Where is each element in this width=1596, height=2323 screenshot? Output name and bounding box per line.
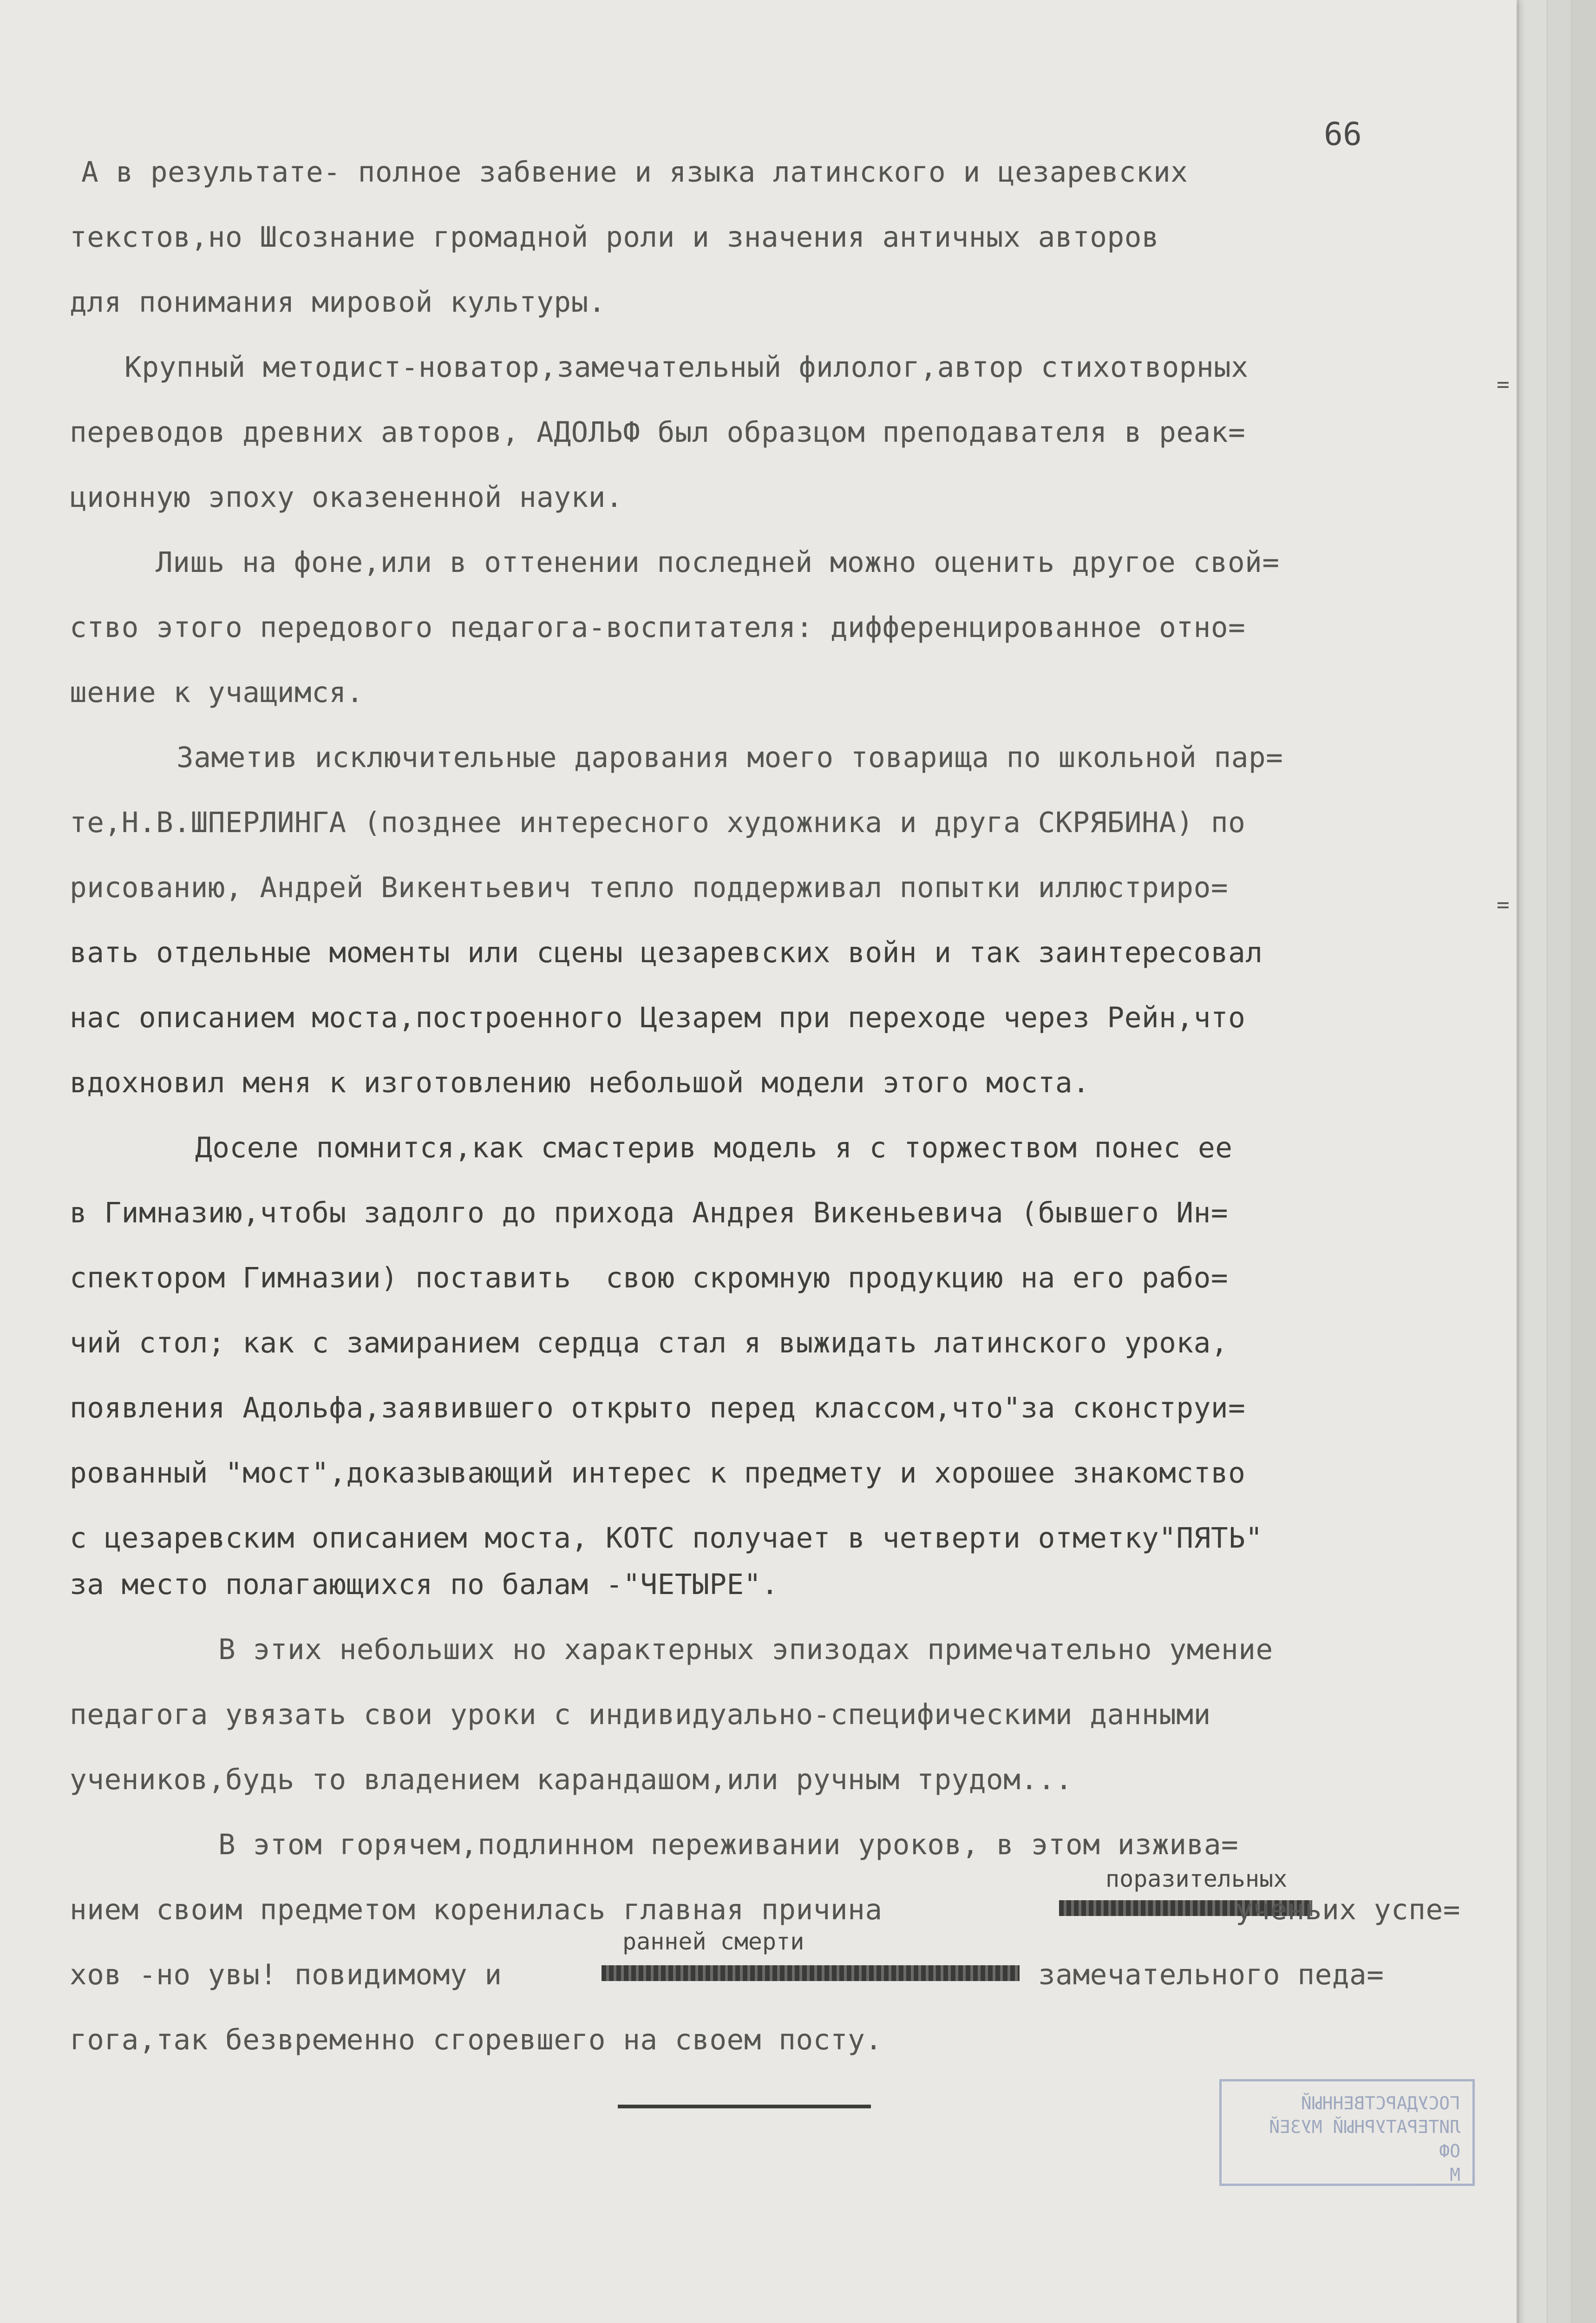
text-line: за место полагающихся по балам -"ЧЕТЫРЕ". bbox=[70, 1568, 779, 1601]
archive-stamp bbox=[1219, 2079, 1475, 2186]
text-line: для понимания мировой культуры. bbox=[70, 286, 606, 319]
text-line: спектором Гимназии) поставить свою скромную продукцию на его рабо= bbox=[70, 1261, 1229, 1294]
page-stack-edge bbox=[1571, 0, 1596, 2323]
text-line: появления Адольфа,заявившего открыто перед классом,что"за сконструи= bbox=[70, 1391, 1246, 1424]
text-line: хов -но увы! повидимому и bbox=[70, 1958, 502, 1991]
page-stack-edge bbox=[1547, 0, 1571, 2323]
handwritten-insert: ранней смерти bbox=[622, 1928, 805, 1955]
text-line: Лишь на фоне,или в оттенении последней можно оценить другое свой= bbox=[156, 546, 1280, 579]
handwritten-insert: поразительных bbox=[1105, 1865, 1288, 1892]
stamp-line: М bbox=[1450, 2164, 1460, 2185]
stamp-line: ГОСУДАРСТВЕННЫЙ bbox=[1301, 2093, 1460, 2113]
text-line: рованный "мост",доказывающий интерес к предмету и хорошее знакомство bbox=[70, 1457, 1246, 1490]
text-line: ученьих успе= bbox=[1236, 1893, 1460, 1926]
text-line: В этом горячем,подлинном переживании уроков, в этом изжива= bbox=[218, 1828, 1239, 1861]
text-line: замечательного педа= bbox=[1038, 1958, 1384, 1991]
text-line: нас описанием моста,построенного Цезарем при переходе через Рейн,что bbox=[70, 1001, 1246, 1034]
text-line: в Гимназию,чтобы задолго до прихода Андрея Викеньевича (бывшего Ин= bbox=[70, 1196, 1229, 1229]
text-line: гога,так безвременно сгоревшего на своем посту. bbox=[70, 2023, 883, 2056]
text-line: чий стол; как с замиранием сердца стал я выжидать латинского урока, bbox=[70, 1326, 1229, 1359]
text-line: Крупный методист-новатор,замечательный филолог,автор стихотворных bbox=[124, 351, 1249, 384]
stamp-line: ЛИТЕРАТУРНЫЙ МУЗЕЙ bbox=[1269, 2117, 1460, 2138]
margin-mark: = bbox=[1497, 892, 1510, 917]
text-line: рисованию, Андрей Викентьевич тепло поддерживал попытки иллюстриро= bbox=[70, 871, 1229, 904]
page-stack-edge bbox=[1518, 0, 1547, 2323]
margin-mark: = bbox=[1497, 372, 1510, 397]
text-line: текстов,но Шсознание громадной роли и значения античных авторов bbox=[70, 221, 1159, 254]
text-line: нием своим предметом коренилась главная причина bbox=[70, 1893, 883, 1926]
text-line: А в результате- полное забвение и языка латинского и цезаревских bbox=[81, 156, 1188, 189]
text-line: педагога увязать свои уроки с индивидуально-специфическими данными bbox=[70, 1698, 1211, 1731]
text-line: вать отдельные моменты или сцены цезаревских войн и так заинтересовал bbox=[70, 936, 1263, 969]
text-line: ционную эпоху оказененной науки. bbox=[70, 481, 623, 514]
text-line: Заметив исключительные дарования моего товарища по школьной пар= bbox=[177, 741, 1283, 774]
struck-out-text bbox=[602, 1965, 1020, 1981]
text-line: переводов древних авторов, АДОЛЬФ был образцом преподавателя в реак= bbox=[70, 416, 1246, 449]
text-line: те,Н.В.ШПЕРЛИНГА (позднее интересного художника и друга СКРЯБИНА) по bbox=[70, 806, 1246, 839]
text-line: вдохновил меня к изготовлению небольшой модели этого моста. bbox=[70, 1066, 1090, 1099]
page-number: 66 bbox=[1324, 116, 1362, 153]
text-line: Доселе помнится,как смастерив модель я с торжеством понес ее bbox=[195, 1131, 1233, 1164]
text-line: В этих небольших но характерных эпизодах примечательно умение bbox=[218, 1633, 1273, 1666]
text-line: шение к учащимся. bbox=[70, 676, 364, 709]
text-line: с цезаревским описанием моста, КОТС получает в четверти отметку"ПЯТЬ" bbox=[70, 1522, 1263, 1555]
text-line: ство этого передового педагога-воспитателя: дифференцированное отно= bbox=[70, 611, 1246, 644]
end-rule bbox=[618, 2105, 871, 2108]
text-line: учеников,будь то владением карандашом,или ручным трудом... bbox=[70, 1763, 1073, 1796]
stamp-line: ОФ bbox=[1439, 2140, 1460, 2161]
